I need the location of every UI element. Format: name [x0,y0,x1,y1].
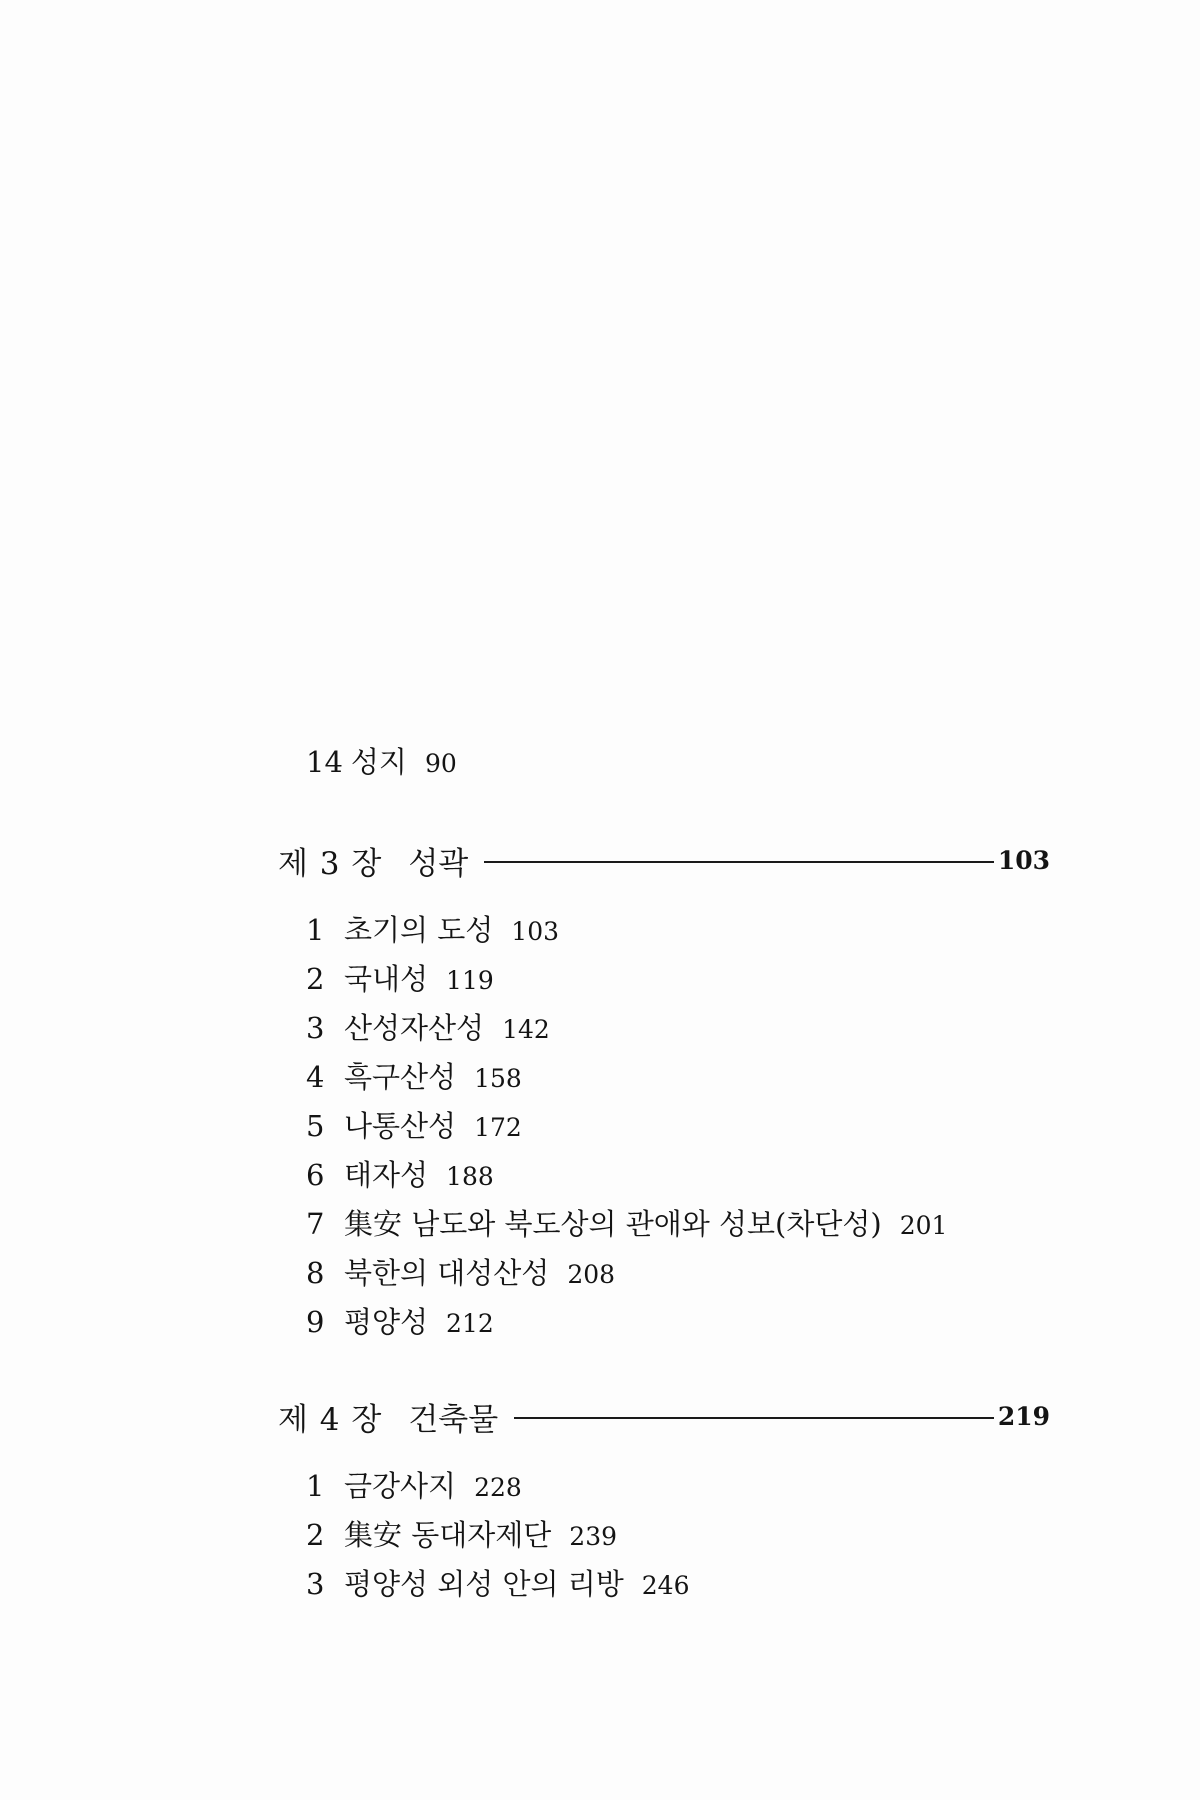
entry-page: 119 [446,966,494,995]
entry-title: 초기의 도성 [344,913,494,947]
toc-entry [306,1108,522,1146]
toc-entry [306,1206,947,1244]
entry-number: 14 [306,745,343,779]
toc-entry [306,1566,690,1604]
entry-page: 172 [474,1113,522,1142]
toc-entry [306,912,559,950]
chapter-title: 성곽 [408,845,469,882]
toc-entry-14 [306,744,457,782]
chapter-3-heading [278,840,1050,880]
entry-number: 8 [306,1256,325,1290]
chapter-page: 103 [997,845,1050,875]
chapter-label: 제 3 장 [278,845,383,882]
entry-page: 188 [446,1162,494,1191]
entry-number: 7 [306,1207,325,1241]
entry-page: 158 [474,1064,522,1093]
entry-number: 4 [306,1060,325,1094]
entry-title: 평양성 [344,1305,429,1339]
entry-title: 금강사지 [344,1469,457,1503]
entry-title: 태자성 [344,1158,429,1192]
entry-number: 1 [306,913,325,947]
entry-title: 集安 남도와 북도상의 관애와 성보(차단성) [344,1207,882,1241]
entry-title: 集安 동대자제단 [344,1518,552,1552]
entry-title: 평양성 외성 안의 리방 [344,1567,624,1601]
entry-page: 142 [502,1015,550,1044]
entry-title: 흑구산성 [344,1060,457,1094]
chapter-page: 219 [997,1401,1050,1431]
toc-entry [306,1517,617,1555]
entry-number: 1 [306,1469,325,1503]
toc-entry [306,1468,522,1506]
entry-number: 6 [306,1158,325,1192]
toc-entry [306,961,494,999]
toc-entry [306,1059,522,1097]
entry-number: 9 [306,1305,325,1339]
entry-title: 나통산성 [344,1109,457,1143]
chapter-label: 제 4 장 [278,1401,383,1438]
entry-page: 103 [511,917,560,946]
entry-number: 3 [306,1011,325,1045]
toc-entry [306,1157,494,1195]
entry-page: 212 [446,1309,494,1338]
dot-leader-line [484,861,994,863]
entry-title: 북한의 대성산성 [344,1256,550,1290]
entry-number: 5 [306,1109,325,1143]
chapter-title: 건축물 [408,1401,499,1438]
entry-page: 201 [899,1211,948,1240]
entry-page: 246 [641,1571,690,1600]
entry-page: 228 [474,1473,522,1502]
toc-entry [306,1255,615,1293]
entry-title: 국내성 [344,962,429,996]
entry-number: 2 [306,962,325,996]
chapter-4-heading [278,1396,1050,1436]
entry-page: 239 [569,1522,618,1551]
entry-title: 산성자산성 [344,1011,485,1045]
entry-page: 90 [424,749,457,778]
dot-leader-line [514,1417,994,1419]
toc-entry [306,1304,494,1342]
entry-page: 208 [567,1260,616,1289]
entry-title: 성지 [350,745,407,779]
entry-number: 3 [306,1567,325,1601]
toc-entry [306,1010,550,1048]
entry-number: 2 [306,1518,325,1552]
